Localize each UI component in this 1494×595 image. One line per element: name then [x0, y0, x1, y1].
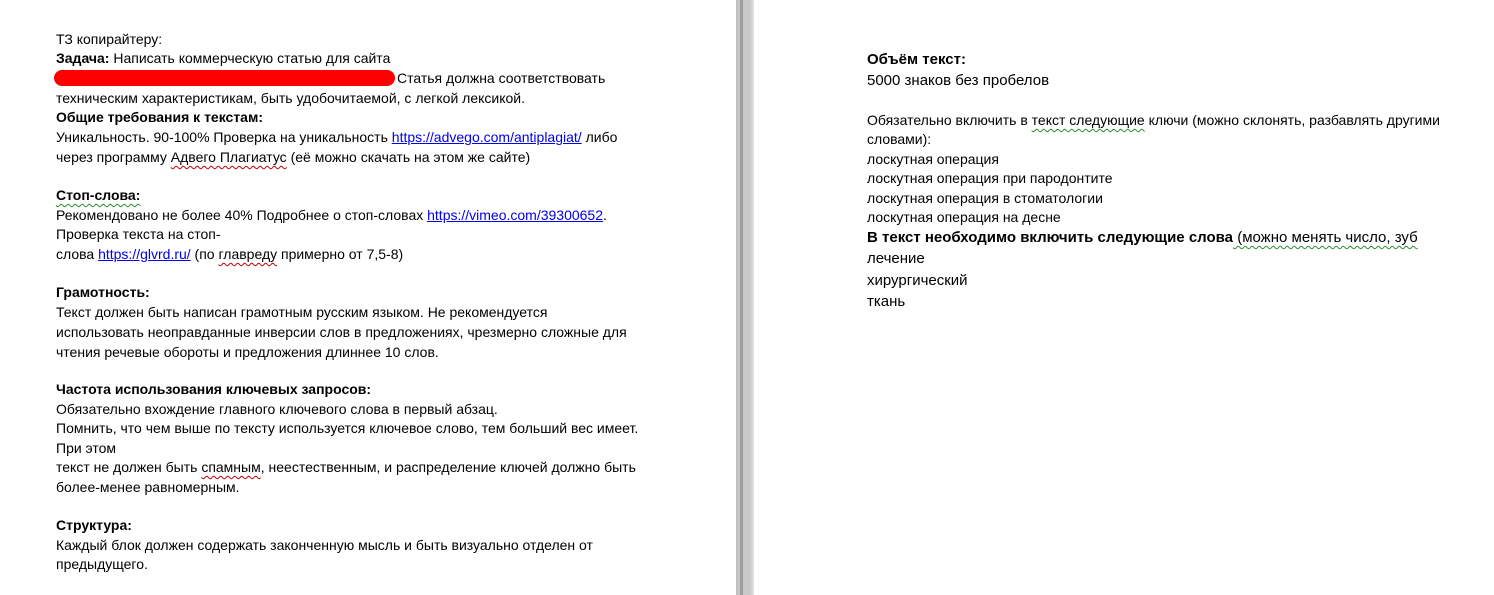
grammar-line-1 [56, 303, 547, 322]
word-item [867, 292, 905, 311]
keys-line-2 [867, 130, 931, 149]
grammar-line-1-text: Текст должен быть написан грамотным русским языком. Не рекомендуется [56, 304, 548, 320]
freq-line4-a: текст не должен быть [56, 459, 202, 475]
frequency-line-4 [56, 458, 636, 477]
frequency-line-5 [56, 478, 240, 497]
stopwords-after: . [603, 207, 607, 223]
vimeo-link[interactable]: https://vimeo.com/39300652 [427, 207, 604, 223]
task-text: Написать коммерческую статью для сайта [109, 50, 391, 66]
grammar-line-2 [56, 323, 627, 342]
stop-line3-b: (по [190, 246, 219, 262]
volume-heading-text: Объём текст: [867, 51, 966, 68]
key-item [867, 208, 1061, 227]
structure-line-2-text: предыдущего. [56, 556, 148, 572]
keys-line1-grammar: текст следующие [1031, 112, 1145, 128]
stopwords-text: Рекомендовано не более 40% Подробнее о стоп-словах [56, 207, 428, 223]
stopwords-heading [56, 186, 140, 205]
words-note: (можно менять число, зуб [1233, 229, 1418, 246]
general-heading [56, 108, 263, 127]
task-continuation [397, 69, 605, 88]
frequency-line-1-text: Обязательно вхождение главного ключевого слова в первый абзац. [56, 401, 498, 417]
volume-value-text: 5000 знаков без пробелов [867, 72, 1050, 89]
task-continuation-text: Статья должна соответствовать [397, 70, 606, 86]
word-item-text: хирургический [867, 272, 968, 289]
page-divider [740, 0, 743, 595]
redaction-bar [54, 70, 395, 86]
task-line-3 [56, 89, 525, 108]
uniqueness-text: Уникальность. 90-100% Проверка на уникальность [56, 129, 392, 145]
uniq-line2-a: через программу [56, 149, 171, 165]
words-heading-text: В текст необходимо включить следующие слова [867, 229, 1234, 246]
keys-line1-a: Обязательно включить в [867, 112, 1032, 128]
frequency-line-2 [56, 419, 638, 438]
grammar-line-3 [56, 343, 439, 362]
task-line-3-text: техническим характеристикам, быть удобочитаемой, с легкой лексикой. [56, 90, 525, 106]
task-line [56, 49, 390, 68]
structure-heading [56, 516, 132, 535]
uniqueness-line-2 [56, 148, 530, 167]
structure-line-1 [56, 536, 593, 555]
frequency-line-5-text: более-менее равномерным. [56, 479, 240, 495]
structure-heading-text: Структура: [56, 517, 132, 533]
task-label: Задача: [56, 50, 110, 66]
stopwords-line-2-text: Проверка текста на стоп- [56, 226, 221, 242]
document-page-left [0, 0, 736, 595]
word-item [867, 249, 925, 268]
key-item-text: лоскутная операция в стоматологии [867, 190, 1103, 206]
key-item [867, 189, 1103, 208]
page-gutter [736, 0, 754, 595]
words-heading [867, 228, 1418, 247]
frequency-heading-text: Частота использования ключевых запросов: [56, 381, 372, 397]
uniq-line2-b: (её можно скачать на этом же сайте) [286, 149, 531, 165]
frequency-line-2-text: Помнить, что чем выше по тексту используется ключевое слово, тем больший вес имеет. [56, 420, 639, 436]
word-item [867, 271, 968, 290]
grammar-line-2-text: использовать неоправданные инверсии слов в предложениях, чрезмерно сложные для [56, 324, 627, 340]
glvrd-link[interactable]: https://glvrd.ru/ [98, 246, 191, 262]
keys-line-2-text: словами): [867, 131, 932, 147]
document-page-right [754, 0, 1494, 595]
key-item-text: лоскутная операция при пародонтите [867, 170, 1113, 186]
freq-line4-b: , неестественным, и распределение ключей должно быть [260, 459, 636, 475]
frequency-line-3 [56, 439, 116, 458]
general-heading-text: Общие требования к текстам: [56, 109, 263, 125]
keys-line1-b: ключи (можно склонять, разбавлять другими [1144, 112, 1440, 128]
stopwords-line-2 [56, 225, 221, 244]
stop-line3-misspelled: главреду [218, 246, 278, 262]
key-item-text: лоскутная операция [867, 151, 999, 167]
doc-header-text: ТЗ копирайтеру: [56, 31, 163, 47]
grammar-heading [56, 283, 150, 302]
stopwords-line [56, 206, 607, 225]
uniqueness-after: либо [581, 129, 618, 145]
key-item [867, 169, 1113, 188]
structure-line-2 [56, 555, 148, 574]
keys-line-1 [867, 111, 1440, 130]
stopwords-heading-text: Стоп-слова: [56, 187, 141, 203]
uniq-line2-misspelled: Адвего Плагиатус [170, 149, 287, 165]
key-item [867, 150, 999, 169]
grammar-line-3-text: чтения речевые обороты и предложения длиннее 10 слов. [56, 344, 439, 360]
volume-value [867, 71, 1049, 90]
uniqueness-line [56, 128, 617, 147]
stop-line3-a: слова [56, 246, 99, 262]
grammar-heading-text: Грамотность: [56, 284, 150, 300]
freq-line4-misspelled: спамным [201, 459, 261, 475]
volume-heading [867, 50, 966, 69]
key-item-text: лоскутная операция на десне [867, 209, 1061, 225]
word-item-text: лечение [867, 250, 925, 267]
word-item-text: ткань [867, 293, 906, 310]
advego-link[interactable]: https://advego.com/antiplagiat/ [391, 129, 582, 145]
frequency-line-1 [56, 400, 498, 419]
frequency-heading [56, 380, 371, 399]
frequency-line-3-text: При этом [56, 440, 117, 456]
stop-line3-c: примерно от 7,5-8) [277, 246, 404, 262]
structure-line-1-text: Каждый блок должен содержать законченную мысль и быть визуально отделен от [56, 537, 593, 553]
doc-header [56, 30, 162, 49]
stopwords-line-3 [56, 245, 403, 264]
